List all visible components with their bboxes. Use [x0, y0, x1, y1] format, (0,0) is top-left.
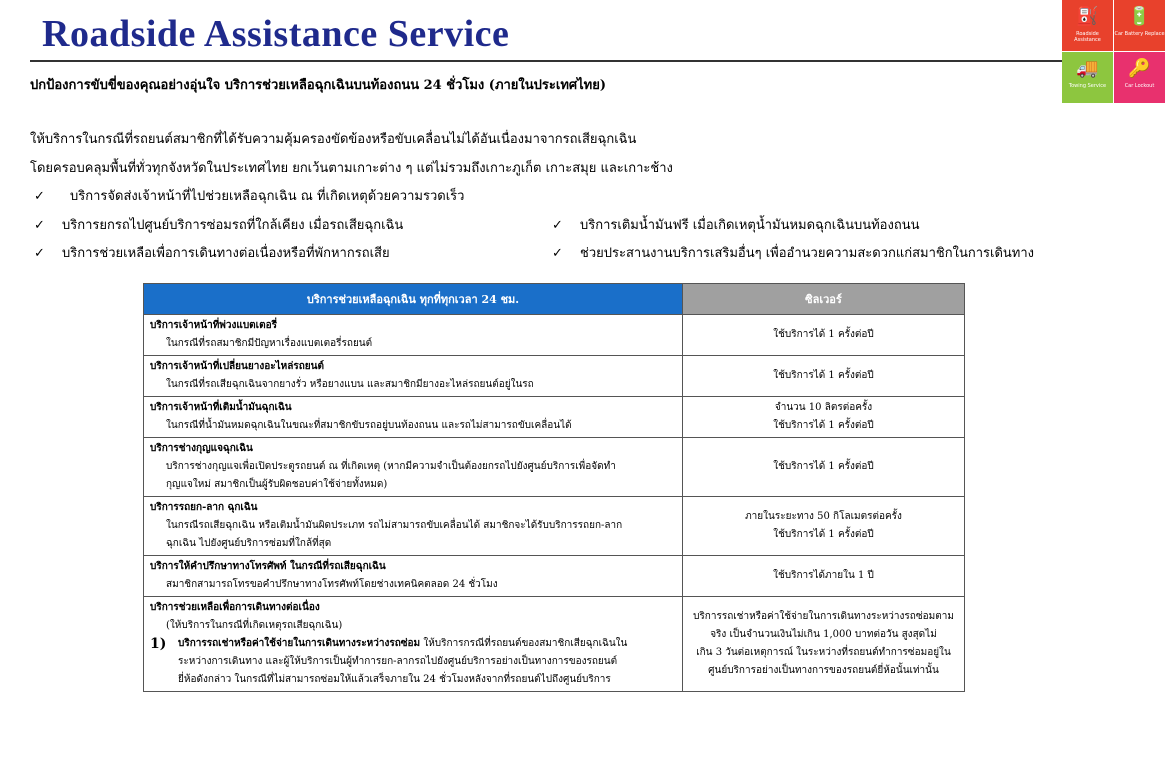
- service-desc: ในกรณีที่รถเสียฉุกเฉินจากยางรั่ว หรือยางแบน และสมาชิกมียางอะไหล่รถยนต์อยู่ในรถ: [166, 379, 534, 390]
- service-value: เกิน 3 วันต่อเหตุการณ์ ในระหว่างที่รถยนต์ทำการซ่อมอยู่ใน: [696, 647, 951, 658]
- car-lockout-tile[interactable]: [1114, 52, 1165, 103]
- table-row: [144, 397, 965, 438]
- table-row: [144, 356, 965, 397]
- service-title: บริการช่างกุญแจฉุกเฉิน: [150, 443, 253, 454]
- service-value: จริง เป็นจำนวนเงินไม่เกิน 1,000 บาทต่อวัน สูงสุดไม่: [710, 629, 937, 640]
- service-title: บริการรถยก-ลาก ฉุกเฉิน: [150, 502, 258, 513]
- tile-label: Roadside Assistance: [1074, 31, 1101, 43]
- service-title: บริการช่วยเหลือเพื่อการเดินทางต่อเนื่อง: [150, 602, 320, 613]
- towing-service-tile[interactable]: [1062, 52, 1113, 103]
- checklist-item: [34, 242, 390, 263]
- table-row: [144, 438, 965, 497]
- service-title: บริการเจ้าหน้าที่เปลี่ยนยางอะไหล่รถยนต์: [150, 361, 324, 372]
- service-tiles: [1062, 0, 1166, 104]
- item-text: ระหว่างการเดินทาง และผู้ให้บริการเป็นผู้ทำการยก-ลากรถไปยังศูนย์บริการอย่างเป็นทางการของรถยนต์: [178, 656, 618, 667]
- checklist-text: บริการเติมน้ำมันฟรี เมื่อเกิดเหตุน้ำมันหมดฉุกเฉินบนท้องถนน: [580, 218, 920, 233]
- checklist-item: [552, 214, 919, 235]
- service-desc: บริการช่างกุญแจเพื่อเปิดประตูรถยนต์ ณ ที่เกิดเหตุ (หากมีความจำเป็นต้องยกรถไปยังศูนย์บริการเพื่อจัดทำ: [166, 461, 616, 472]
- checklist-item: [552, 242, 1034, 263]
- service-value: ใช้บริการได้ภายใน 1 ปี: [773, 570, 874, 581]
- battery-replace-tile[interactable]: [1114, 0, 1165, 51]
- service-value: ภายในระยะทาง 50 กิโลเมตรต่อครั้ง: [745, 511, 902, 522]
- tile-label: Car Battery Replace: [1114, 31, 1165, 37]
- service-desc: ในกรณีที่น้ำมันหมดฉุกเฉินในขณะที่สมาชิกขับรถอยู่บนท้องถนน และรถไม่สามารถขับเคลื่อนได้: [166, 420, 572, 431]
- roadside-assistance-tile[interactable]: [1062, 0, 1113, 51]
- tow-truck-icon: 🚚: [1076, 58, 1099, 79]
- page-title: Roadside Assistance Service: [42, 13, 510, 55]
- service-title: บริการเจ้าหน้าที่พ่วงแบตเตอรี่: [150, 320, 277, 331]
- checklist-item: [34, 185, 464, 206]
- tile-label: Towing Service: [1068, 83, 1107, 89]
- table-header-service: บริการช่วยเหลือฉุกเฉิน ทุกที่ทุกเวลา 24 ชม.: [144, 284, 683, 315]
- service-value: ใช้บริการได้ 1 ครั้งต่อปี: [773, 529, 874, 540]
- service-desc: กุญแจใหม่ สมาชิกเป็นผู้รับผิดชอบค่าใช้จ่ายทั้งหมด): [166, 479, 388, 490]
- battery-icon: 🔋: [1128, 6, 1151, 27]
- service-desc: สมาชิกสามารถโทรขอคำปรึกษาทางโทรศัพท์โดยช่างเทคนิคตลอด 24 ชั่วโมง: [166, 579, 498, 590]
- check-icon: ✓: [34, 189, 45, 204]
- key-icon: 🔑: [1128, 58, 1151, 79]
- service-desc: ในกรณีรถเสียฉุกเฉิน หรือเติมน้ำมันผิดประเภท รถไม่สามารถขับเคลื่อนได้ สมาชิกจะได้รับบริการรถยก-ลาก: [166, 520, 623, 531]
- tile-label: Car Lockout: [1124, 83, 1155, 89]
- service-value: ใช้บริการได้ 1 ครั้งต่อปี: [773, 329, 874, 340]
- service-value: จำนวน 10 ลิตรต่อครั้ง: [774, 402, 873, 413]
- intro-line-1: ให้บริการในกรณีที่รถยนต์สมาชิกที่ได้รับความคุ้มครองขัดข้องหรือขับเคลื่อนไม่ได้อันเนื่องมาจากรถเสียฉุกเฉิน: [30, 132, 637, 147]
- table-row: [144, 556, 965, 597]
- checklist-text: บริการจัดส่งเจ้าหน้าที่ไปช่วยเหลือฉุกเฉิน ณ ที่เกิดเหตุด้วยความรวดเร็ว: [70, 189, 465, 204]
- checklist-item: [34, 214, 403, 235]
- check-icon: ✓: [552, 246, 563, 261]
- service-table: [143, 283, 965, 692]
- checklist-text: ช่วยประสานงานบริการเสริมอื่นๆ เพื่ออำนวยความสะดวกแก่สมาชิกในการเดินทาง: [580, 246, 1034, 261]
- intro-line-2: โดยครอบคลุมพื้นที่ทั่วทุกจังหวัดในประเทศไทย ยกเว้นตามเกาะต่าง ๆ แต่ไม่รวมถึงเกาะภูเก็ต เกาะสมุย และเกาะช้าง: [30, 161, 673, 176]
- service-value: ศูนย์บริการอย่างเป็นทางการของรถยนต์ยี่ห้อนั้นเท่านั้น: [708, 665, 939, 676]
- item-bold-text: บริการรถเช่าหรือค่าใช้จ่ายในการเดินทางระหว่างรถซ่อม: [178, 638, 421, 649]
- service-title: บริการให้คำปรึกษาทางโทรศัพท์ ในกรณีที่รถเสียฉุกเฉิน: [150, 561, 386, 572]
- service-value: ใช้บริการได้ 1 ครั้งต่อปี: [773, 370, 874, 381]
- table-row: [144, 315, 965, 356]
- checklist-text: บริการยกรถไปศูนย์บริการซ่อมรถที่ใกล้เคียง เมื่อรถเสียฉุกเฉิน: [62, 218, 404, 233]
- item-number: 1): [150, 636, 167, 652]
- service-title: บริการเจ้าหน้าที่เติมน้ำมันฉุกเฉิน: [150, 402, 292, 413]
- table-row: [144, 597, 965, 692]
- title-divider: [30, 60, 1062, 62]
- fuel-icon: ⛽: [1076, 6, 1099, 27]
- service-value: ใช้บริการได้ 1 ครั้งต่อปี: [773, 461, 874, 472]
- check-icon: ✓: [552, 218, 563, 233]
- item-text: ยี่ห้อดังกล่าว ในกรณีที่ไม่สามารถซ่อมให้แล้วเสร็จภายใน 24 ชั่วโมงหลังจากที่รถยนต์ไปถึงศูนย์บริการ: [178, 674, 611, 685]
- service-value: ใช้บริการได้ 1 ครั้งต่อปี: [773, 420, 874, 431]
- service-desc: ฉุกเฉิน ไปยังศูนย์บริการซ่อมที่ใกล้ที่สุด: [166, 538, 332, 549]
- service-note: (ให้บริการในกรณีที่เกิดเหตุรถเสียฉุกเฉิน): [166, 620, 343, 631]
- check-icon: ✓: [34, 246, 45, 261]
- table-header-silver: ซิลเวอร์: [683, 284, 965, 315]
- service-desc: ในกรณีที่รถสมาชิกมีปัญหาเรื่องแบตเตอรี่รถยนต์: [166, 338, 373, 349]
- table-row: [144, 497, 965, 556]
- item-text: ให้บริการกรณีที่รถยนต์ของสมาชิกเสียฉุกเฉินใน: [420, 638, 628, 649]
- service-value: บริการรถเช่าหรือค่าใช้จ่ายในการเดินทางระหว่างรถซ่อมตาม: [693, 611, 954, 622]
- checklist-text: บริการช่วยเหลือเพื่อการเดินทางต่อเนื่องหรือที่พักหากรถเสีย: [62, 246, 390, 261]
- check-icon: ✓: [34, 218, 45, 233]
- numbered-item: [150, 635, 676, 653]
- page-subtitle: ปกป้องการขับขี่ของคุณอย่างอุ่นใจ บริการช่วยเหลือฉุกเฉินบนท้องถนน 24 ชั่วโมง (ภายในประเทศไทย): [30, 78, 607, 93]
